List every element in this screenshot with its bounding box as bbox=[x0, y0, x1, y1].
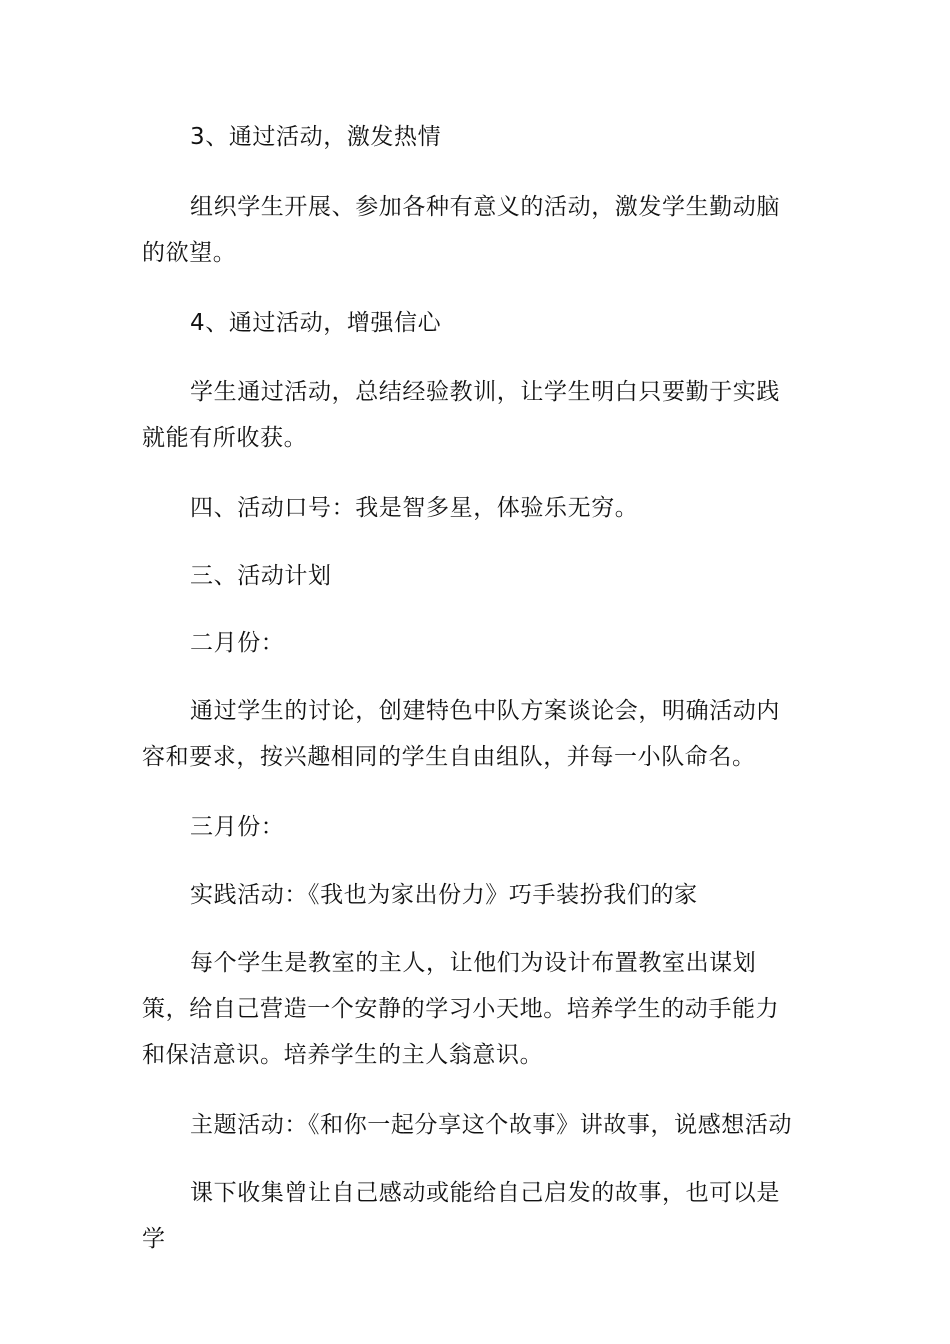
paragraph-february-plan: 通过学生的讨论，创建特色中队方案谈论会，明确活动内容和要求，按兴趣相同的学生自由组队，并每一小队命名。 bbox=[142, 698, 780, 770]
heading-february: 二月份： bbox=[190, 630, 285, 656]
heading-practice-activity: 实践活动：《我也为家出份力》巧手装扮我们的家 bbox=[190, 882, 698, 908]
heading-march: 三月份： bbox=[190, 814, 285, 840]
paragraph-collect-stories: 课下收集曾让自己感动或能给自己启发的故事，也可以是学 bbox=[142, 1180, 780, 1252]
paragraph-sum-up-experience: 学生通过活动，总结经验教训，让学生明白只要勤于实践就能有所收获。 bbox=[142, 379, 780, 451]
paragraph-organize-activities: 组织学生开展、参加各种有意义的活动，激发学生勤动脑的欲望。 bbox=[142, 194, 780, 266]
heading-4-build-confidence: 4、通过活动，增强信心 bbox=[190, 310, 442, 336]
heading-activity-slogan: 四、活动口号：我是智多星，体验乐无穷。 bbox=[190, 495, 639, 521]
heading-activity-plan: 三、活动计划 bbox=[190, 563, 332, 589]
paragraph-classroom-owner: 每个学生是教室的主人，让他们为设计布置教室出谋划策，给自己营造一个安静的学习小天地。培养学生的动手能力和保洁意识。培养学生的主人翁意识。 bbox=[142, 950, 780, 1068]
heading-theme-activity: 主题活动：《和你一起分享这个故事》讲故事，说感想活动 bbox=[190, 1112, 793, 1138]
heading-3-stimulate-passion: 3、通过活动，激发热情 bbox=[190, 124, 442, 150]
